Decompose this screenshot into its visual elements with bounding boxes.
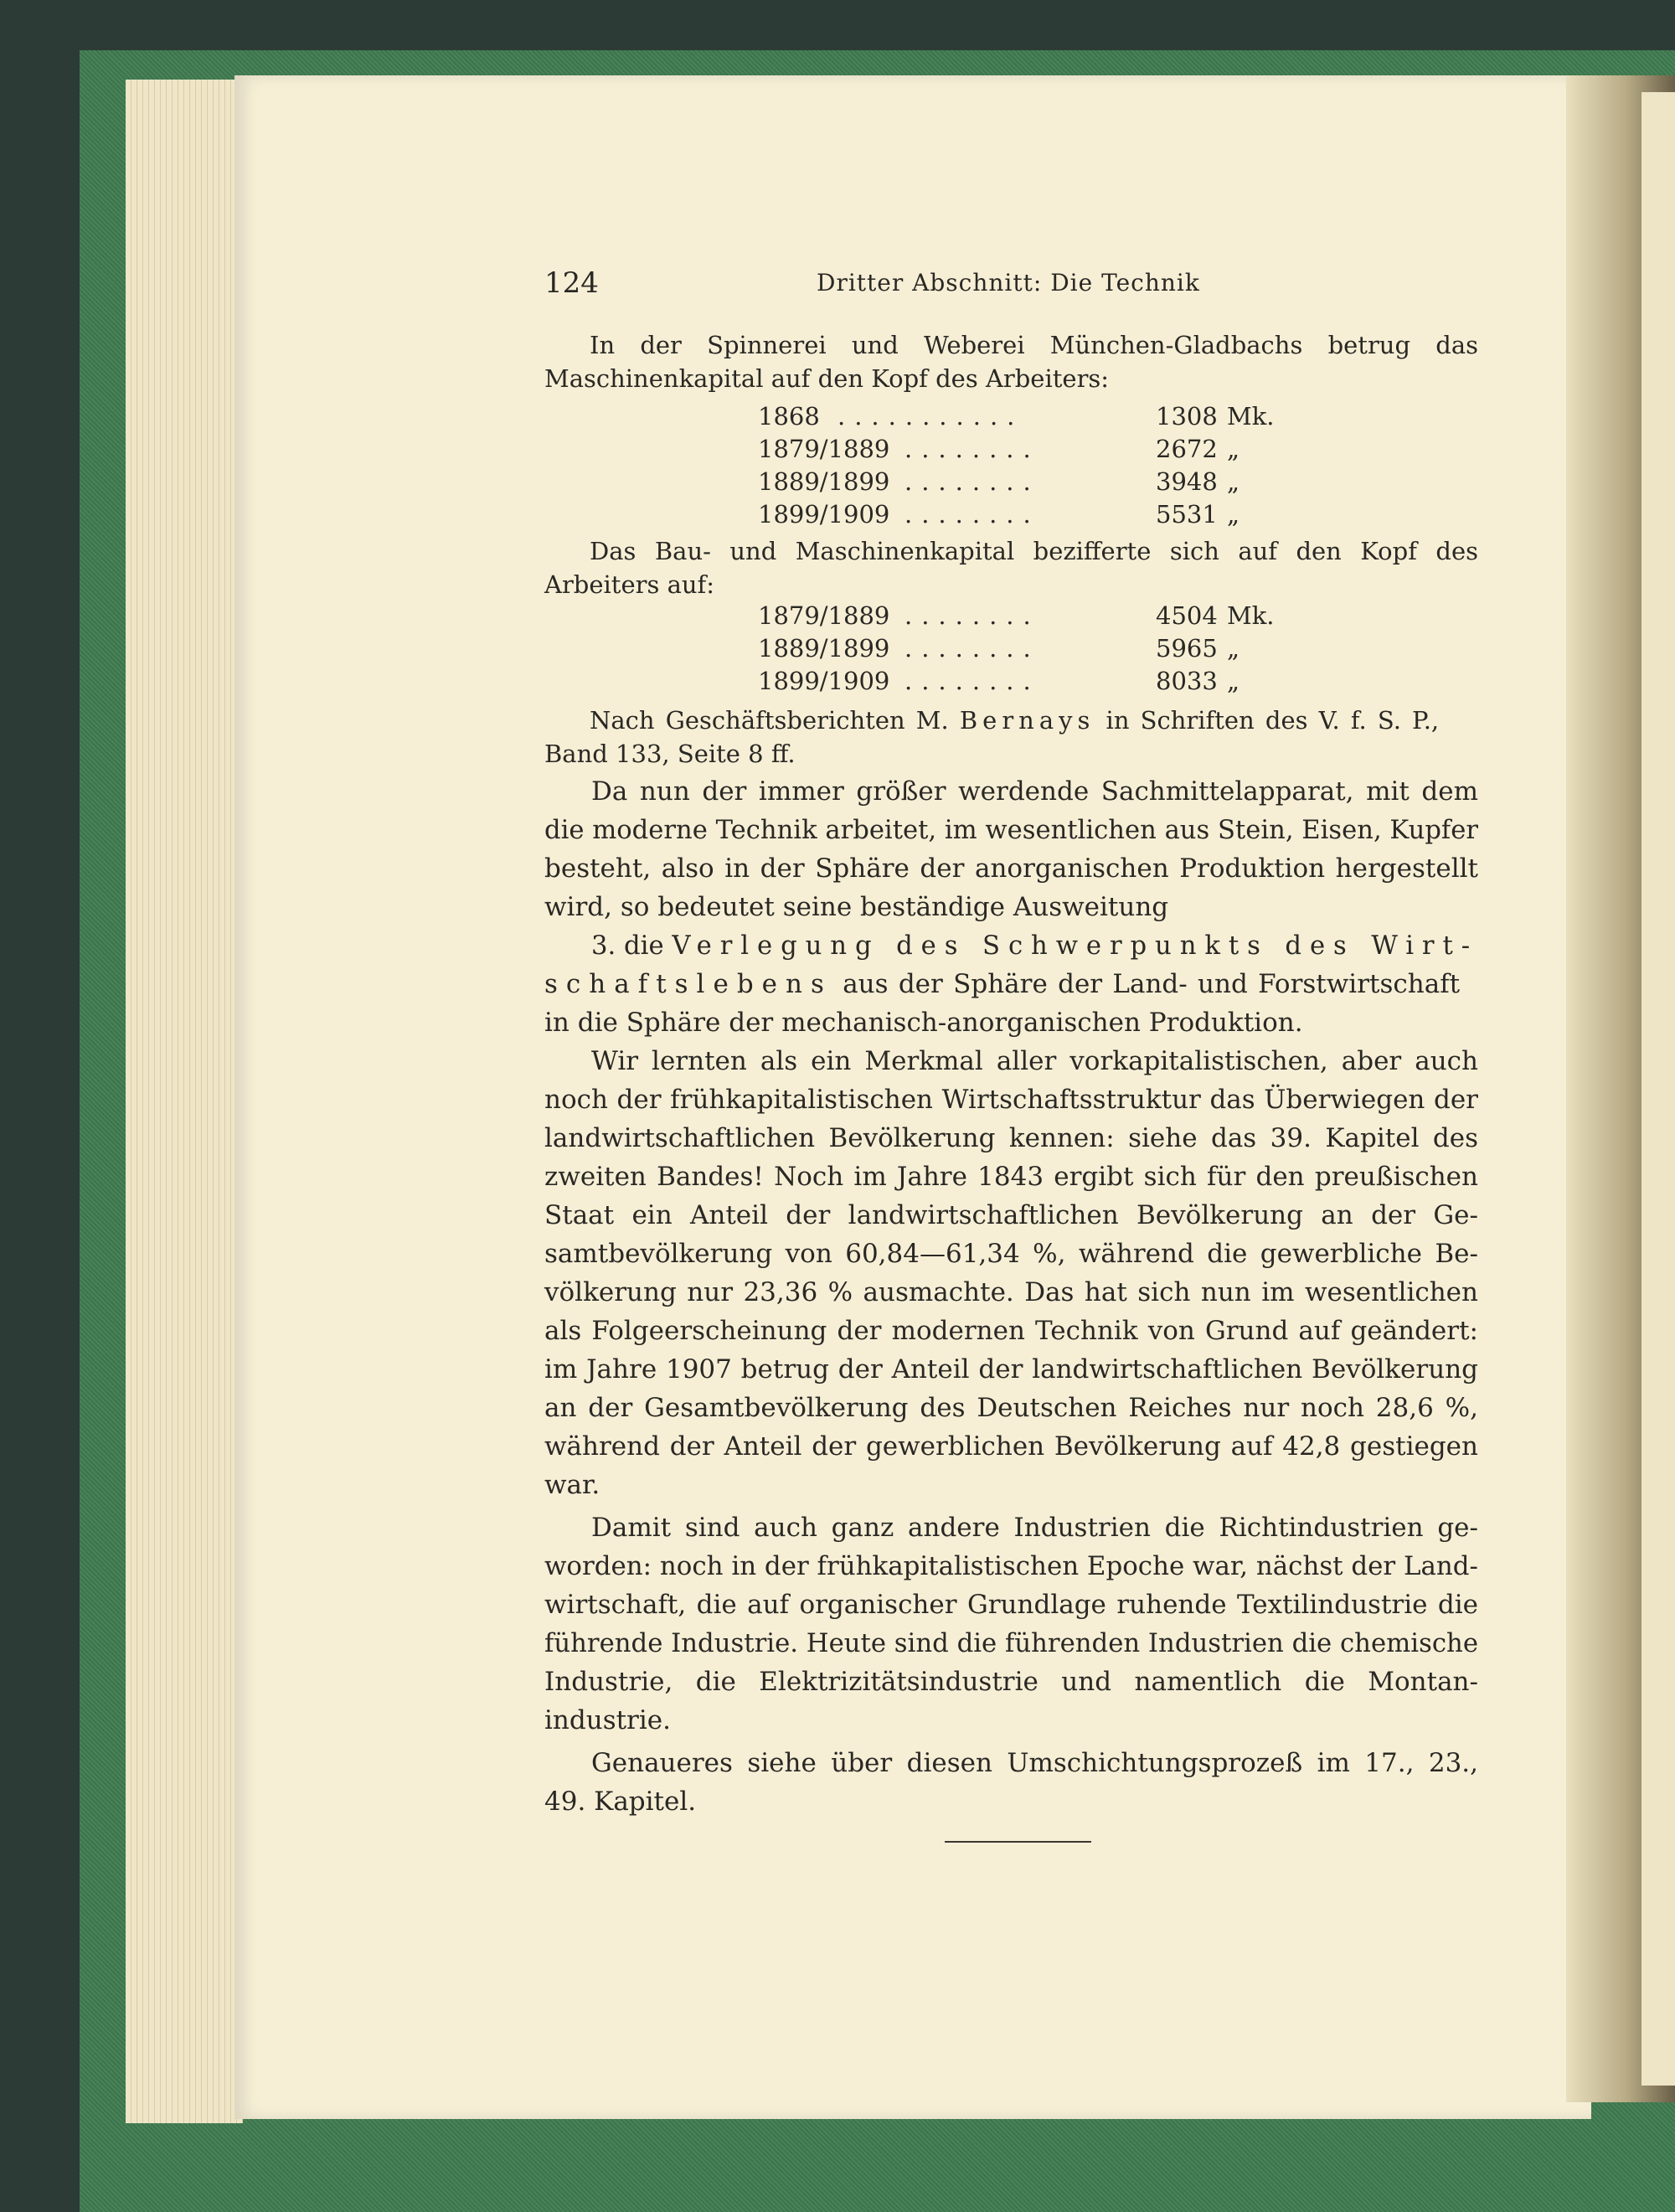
table-value: 5965: [1156, 634, 1218, 663]
table-unit: „: [1227, 500, 1240, 529]
body-line: zweiten Bandes! Noch im Jahre 1843 ergibt sich für den preußischen: [544, 1162, 1478, 1192]
intro1-line1: In der Spinnerei und Weberei München-Gladbachs betrug das: [590, 331, 1478, 359]
body-line: Wir lernten als ein Merkmal aller vorkapitalistischen, aber auch: [591, 1046, 1478, 1076]
body-line: an der Gesamtbevölkerung des Deutschen Reiches nur noch 28,6 %,: [544, 1393, 1478, 1423]
intro1-line2: Maschinenkapital auf den Kopf des Arbeiters:: [544, 364, 1110, 393]
intro2-line1: Das Bau- und Maschinenkapital bezifferte sich auf den Kopf des: [590, 537, 1478, 565]
table-value: 8033: [1156, 667, 1218, 695]
body-line: während der Anteil der gewerblichen Bevölkerung auf 42,8 gestiegen: [544, 1431, 1478, 1462]
facing-page-edge: [1642, 92, 1675, 2086]
page-number: 124: [544, 266, 599, 300]
leader-dots: ...........: [838, 402, 1024, 431]
leader-dots: ........: [904, 467, 1040, 496]
body-text: aus der Sphäre der Land- und Forstwirtschaft: [843, 969, 1461, 999]
body-line: die moderne Technik arbeitet, im wesentlichen aus Stein, Eisen, Kupfer: [544, 815, 1478, 845]
body-line: Da nun der immer größer werdende Sachmittelapparat, mit dem: [591, 776, 1478, 807]
table-year: 1899/1909: [758, 667, 890, 695]
leader-dots: ........: [904, 634, 1040, 663]
table-year: 1899/1909: [758, 500, 890, 529]
body-line: völkerung nur 23,36 % ausmachte. Das hat sich nun im wesentlichen: [544, 1277, 1478, 1307]
body-line: Staat ein Anteil der landwirtschaftlichen Bevölkerung an der Ge-: [544, 1200, 1478, 1230]
table-unit: „: [1227, 435, 1240, 463]
intro2-line2: Arbeiters auf:: [544, 570, 715, 599]
list-number: 3. die: [591, 931, 664, 961]
table-unit: „: [1227, 634, 1240, 663]
table-year: 1879/1889: [758, 601, 890, 630]
leader-dots: ........: [904, 435, 1040, 463]
section-end-rule: [945, 1841, 1091, 1843]
table-value: 4504: [1156, 601, 1218, 630]
body-line: samtbevölkerung von 60,84—61,34 %, während die gewerbliche Be-: [544, 1239, 1478, 1269]
table-year: 1889/1899: [758, 467, 890, 496]
body-line: noch der frühkapitalistischen Wirtschaftsstruktur das Überwiegen der: [544, 1085, 1478, 1115]
source-suffix: in Schriften des V. f. S. P.,: [1106, 706, 1440, 735]
emphasis-line2: [544, 967, 1460, 1001]
leader-dots: ........: [904, 601, 1040, 630]
body-line: 49. Kapitel.: [544, 1787, 697, 1817]
body-line: landwirtschaftlichen Bevölkerung kennen: siehe das 39. Kapitel des: [544, 1123, 1478, 1153]
body-line: industrie.: [544, 1705, 671, 1735]
table-year: 1879/1889: [758, 435, 890, 463]
leader-dots: ........: [904, 667, 1040, 695]
table-value: 2672: [1156, 435, 1218, 463]
body-line: Damit sind auch ganz andere Industrien die Richtindustrien ge-: [591, 1513, 1478, 1543]
body-line: war.: [544, 1470, 600, 1500]
body-line: worden: noch in der frühkapitalistischen Epoche war, nächst der Land-: [544, 1551, 1478, 1581]
table-value: 1308: [1156, 402, 1218, 431]
table-year: 1868: [758, 402, 820, 431]
leader-dots: ........: [904, 500, 1040, 529]
table-unit: Mk.: [1227, 601, 1275, 630]
source-prefix: Nach Geschäftsberichten M.: [590, 706, 949, 735]
running-head: Dritter Abschnitt: Die Technik: [817, 269, 1200, 296]
page-header: [544, 266, 1482, 308]
source-note-line2: Band 133, Seite 8 ff.: [544, 740, 796, 768]
table-unit: Mk.: [1227, 402, 1275, 431]
page-edges: [126, 80, 243, 2123]
body-line: besteht, also in der Sphäre der anorganischen Produktion hergestellt: [544, 853, 1478, 884]
source-note-line1: [590, 704, 1439, 737]
emphasized-phrase: Verlegung des Schwerpunkts des Wirt-: [672, 931, 1478, 961]
table-value: 3948: [1156, 467, 1218, 496]
emphasis-line1: [591, 929, 1478, 962]
body-line: wird, so bedeutet seine beständige Ausweitung: [544, 892, 1169, 922]
source-author: Bernays: [959, 706, 1095, 735]
table-unit: „: [1227, 667, 1240, 695]
table-value: 5531: [1156, 500, 1218, 529]
table-year: 1889/1899: [758, 634, 890, 663]
body-line: als Folgeerscheinung der modernen Technik von Grund auf geändert:: [544, 1316, 1478, 1346]
table-unit: „: [1227, 467, 1240, 496]
body-line: Genaueres siehe über diesen Umschichtungsprozeß im 17., 23.,: [591, 1748, 1478, 1778]
body-line: führende Industrie. Heute sind die führenden Industrien die chemische: [544, 1628, 1478, 1658]
emphasized-phrase-continued: schaftslebens: [544, 969, 832, 999]
body-line: in die Sphäre der mechanisch-anorganischen Produktion.: [544, 1008, 1303, 1038]
body-line: wirtschaft, die auf organischer Grundlage ruhende Textilindustrie die: [544, 1590, 1478, 1620]
body-line: Industrie, die Elektrizitätsindustrie und namentlich die Montan-: [544, 1667, 1478, 1697]
body-line: im Jahre 1907 betrug der Anteil der landwirtschaftlichen Bevölkerung: [544, 1354, 1478, 1384]
